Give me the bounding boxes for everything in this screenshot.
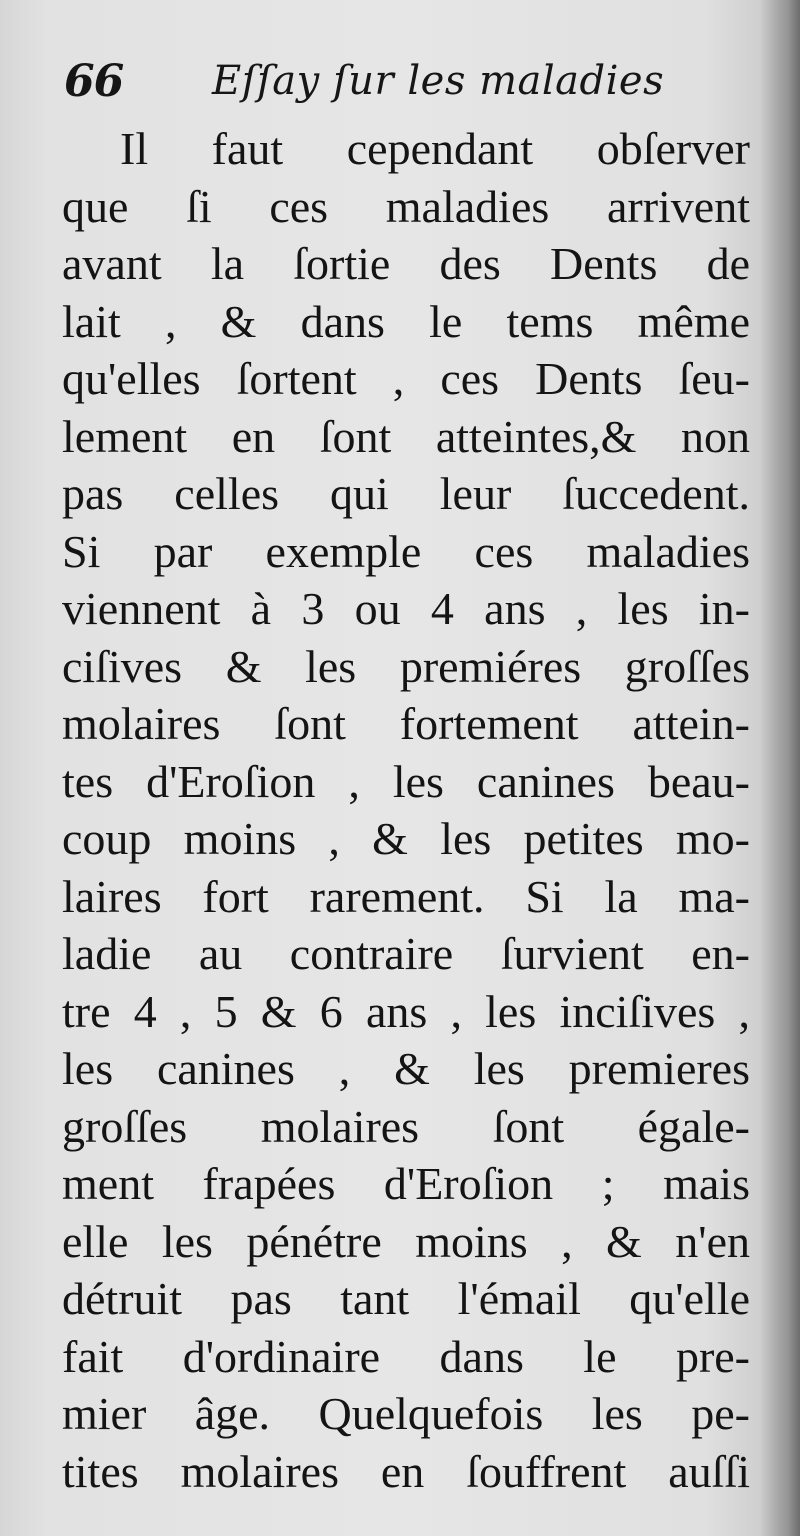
text-line: mier âge. Quelquefois les pe- (62, 1388, 750, 1439)
text-line: ment frapées d'Eroſion ; mais (62, 1158, 750, 1209)
text-line: fait d'ordinaire dans le pre- (62, 1330, 750, 1382)
page-header (64, 56, 764, 116)
page-edge-shadow (760, 0, 800, 1536)
body-text (62, 120, 752, 1500)
text-line: avant la ſortie des Dents de (62, 238, 750, 289)
text-line: les canines , & les premieres (62, 1043, 750, 1094)
text-line: coup moins , & les petites mo- (62, 813, 750, 864)
text-line: ladie au contraire ſurvient en- (62, 928, 750, 979)
text-line: lement en ſont atteintes,& non (62, 410, 750, 462)
text-line: elle les pénétre moins , & n'en (62, 1215, 750, 1267)
text-line: pas celles qui leur ſuccedent. (62, 468, 750, 519)
text-line: molaires ſont fortement attein- (62, 698, 750, 749)
text-line: détruit pas tant l'émail qu'elle (62, 1273, 750, 1324)
text-line: ciſives & les premiéres groſſes (62, 640, 750, 692)
running-title: Eſſay ſur les maladies (212, 58, 665, 104)
text-line: tites molaires en ſouffrent auſſi (62, 1445, 750, 1497)
text-line: qu'elles ſortent , ces Dents ſeu- (62, 353, 750, 404)
page-number: 66 (64, 56, 124, 107)
text-line: viennent à 3 ou 4 ans , les in- (62, 583, 750, 634)
text-line: que ſi ces maladies arrivent (62, 180, 750, 232)
text-line: tes d'Eroſion , les canines beau- (62, 755, 750, 807)
text-line: Si par exemple ces maladies (62, 525, 750, 577)
text-line: Il faut cependant obſerver (120, 123, 750, 174)
text-line: laires fort rarement. Si la ma- (62, 870, 750, 922)
text-line: groſſes molaires ſont égale- (62, 1100, 750, 1152)
text-line: lait , & dans le tems même (62, 295, 750, 347)
text-line: tre 4 , 5 & 6 ans , les inciſives , (62, 985, 750, 1037)
